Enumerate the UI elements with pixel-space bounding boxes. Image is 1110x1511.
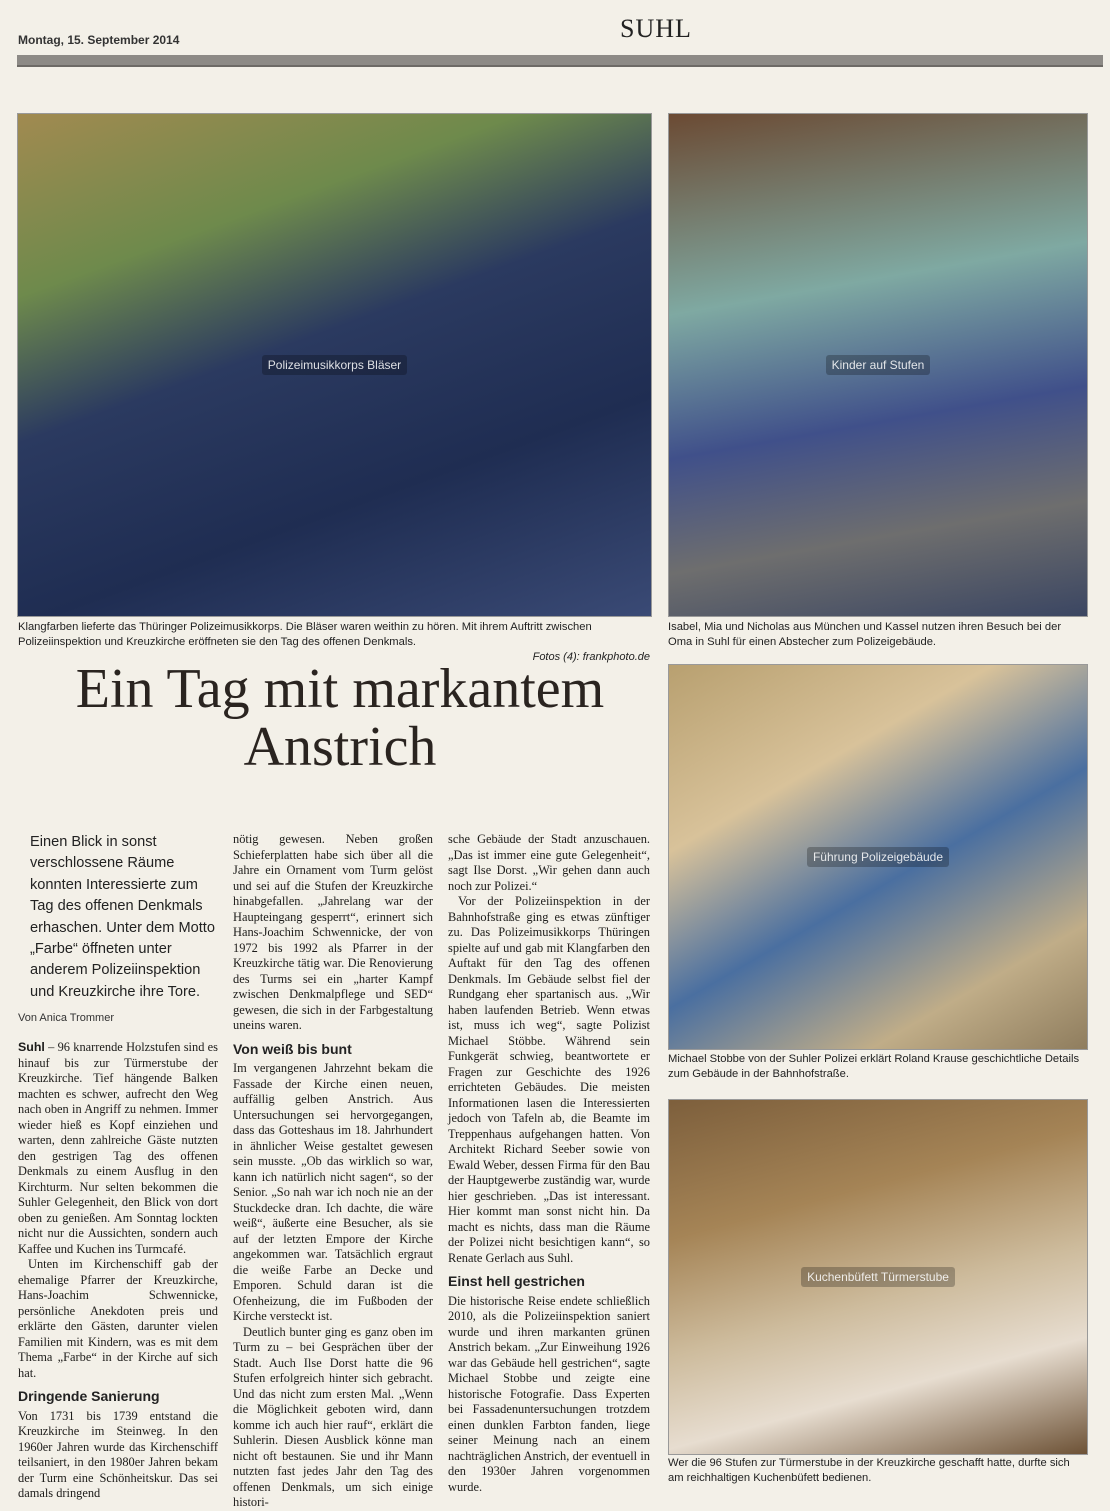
article-lead: Einen Blick in sonst verschlossene Räume konnten Interessierte zum Tag des offenen Denkmals erhaschen. Unter dem Motto „Farbe“ öffneten unter anderem Polizeiinspektion und Kreuzkirche ihre Tore. bbox=[30, 834, 215, 1000]
subheading: Von weiß bis bunt bbox=[233, 1040, 352, 1057]
article-column-3 bbox=[448, 832, 650, 1495]
section-title: SUHL bbox=[620, 14, 692, 43]
paragraph: nötig gewesen. Neben großen Schieferplatten habe sich über all die Jahre ein Ornament vom Turm gelöst und sei auf die Stufen der Kreuzkirche hinabgefallen. „Jahrelang war der Haupteingang gesperrt“, erinnert sich Hans-Joachim Schwennicke, der von 1972 bis 1992 als Pfarrer in der Kreuzkirche tätig war. Die Renovierung des Turms sei ein „harter Kampf zwischen Denkmalpflege und SED“ gewesen, die sich in der Farbgestaltung uneins waren. bbox=[233, 832, 433, 1032]
paragraph: Von 1731 bis 1739 entstand die Kreuzkirche im Steinweg. In den 1960er Jahren wurde das Kirchenschiff teilsaniert, in den 1980er Jahren bekam der Turm eine Schönheitskur. Das sei damals dringend bbox=[18, 1408, 218, 1500]
photo-police-tour bbox=[668, 664, 1088, 1050]
issue-date: Montag, 15. September 2014 bbox=[18, 33, 180, 47]
article-column-1 bbox=[18, 1040, 218, 1502]
paragraph: Vor der Polizeiinspektion in der Bahnhofstraße ging es etwas zünftiger zu. Das Polizeimusikkorps Thüringen spielte auf und gab mit Klangfarben den Auftakt für den Tag des offenen Denkmals. Im Gebäude selbst fiel der Rundgang eher spartanisch aus. „Wir haben laufenden Betrieb. Wenn etwas ist, muss ich weg“, sagte Polizist Michael Stöbbe. Während sein Funkgerät schwieg, beantwortete er Fragen zur Geschichte des 1926 errichteten Gebäudes. Die meisten Informationen lasen die Interessierten jedoch von Tafeln ab, die Beamte im Treppenhaus aufgehangen hatten. Von Architekt Richard Seeber sowie von Ewald Weber, dessen Firma für den Bau der Hauptgewerbe zuständig war, wurde hier geschrieben. „Das ist interessant. Hier kommt man sonst nicht hin. Da macht es nichts, dass man die Räume der Polizei nicht besichtigen kann“, so Renate Gerlach aus Suhl. bbox=[448, 894, 650, 1265]
photo-label: Kuchenbüfett Türmerstube bbox=[801, 1267, 955, 1287]
photo-label: Kinder auf Stufen bbox=[826, 355, 931, 375]
caption-photo2: Isabel, Mia und Nicholas aus München und Kassel nutzen ihren Besuch bei der Oma in Suhl für einen Abstecher zum Polizeigebäude. bbox=[668, 621, 1062, 648]
caption-text: Klangfarben lieferte das Thüringer Polizeimusikkorps. Die Bläser waren weithin zu hören. Mit ihrem Auftritt zwischen Polizeiinspektion und Kreuzkirche eröffneten sie den Tag des offenen Denkmals. bbox=[18, 621, 592, 648]
photo-police-band bbox=[17, 113, 652, 617]
article-column-2 bbox=[233, 832, 433, 1511]
paragraph: Die historische Reise endete schließlich 2010, als die Polizeiinspektion saniert wurde und ihren markanten grünen Anstrich bekam. „Zur Einweihung 1926 war das Gebäude hell gestrichen“, sagte Michael Stobbe und zeigte eine historische Fotografie. Dass Experten bei Fassadenuntersuchungen trotzdem einen dunklen Farbton fanden, liege seiner Meinung nach an einem nachträglichen Anstrich, der eventuell in den 1930er Jahren vorgenommen wurde. bbox=[448, 1293, 650, 1494]
caption-photo4: Wer die 96 Stufen zur Türmerstube in der Kreuzkirche geschafft hatte, durfte sich am reichhaltigen Kuchenbüfett bedienen. bbox=[668, 1457, 1070, 1484]
paragraph: Deutlich bunter ging es ganz oben im Turm zu – bei Gesprächen über der Stadt. Auch Ilse Dorst hatte die 96 Stufen erfolgreich hinter sich gebracht. Und das nicht zum ersten Mal. „Wenn die Möglichkeit geboten wird, dann komme ich auch hier rauf“, erklärt die Suhlerin. Diesen Ausblick könne man nicht oft bestaunen. Sie und ihr Mann nutzten fast jedes Jahr den Tag des offenen Denkmals, um sich einige histori- bbox=[233, 1324, 433, 1509]
paragraph: Suhl – 96 knarrende Holzstufen sind es hinauf bis zur Türmerstube der Kreuzkirche. Tief hängende Balken machten es schwer, aufrecht den Weg nach oben in Angriff zu nehmen. Immer wieder hieß es Kopf einziehen und warten, denn zahlreiche Gäste nutzten den gestrigen Tag des offenen Denkmals zu einem Ausflug in den Kirchturm. Nur selten bekommen die Suhler Gelegenheit, den Blick von dort oben zu genießen. Am Sonntag lockten nicht nur die Aussichten, sondern auch Kaffee und Kuchen ins Turmcafé. bbox=[18, 1040, 218, 1256]
subheading: Einst hell gestrichen bbox=[448, 1273, 585, 1289]
photo-children-steps bbox=[668, 113, 1088, 617]
byline: Von Anica Trommer bbox=[18, 1012, 114, 1024]
photo-label: Führung Polizeigebäude bbox=[807, 847, 949, 867]
paragraph: sche Gebäude der Stadt anzuschauen. „Das ist immer eine gute Gelegenheit“, sagt Ilse Dorst. „Wir gehen dann auch noch zur Polizei.“ bbox=[448, 832, 650, 893]
photo-cake-buffet bbox=[668, 1099, 1088, 1455]
photo-label: Polizeimusikkorps Bläser bbox=[262, 355, 407, 375]
paragraph: Unten im Kirchenschiff gab der ehemalige Pfarrer der Kreuzkirche, Hans-Joachim Schwennicke, persönliche Anekdoten preis und erklärte den Gästen, darunter vielen Familien mit Kindern, was es mit dem Thema „Farbe“ in der Kirche auf sich hat. bbox=[18, 1257, 218, 1380]
caption-photo3: Michael Stobbe von der Suhler Polizei erklärt Roland Krause geschichtliche Details zum Gebäude in der Bahnhofstraße. bbox=[668, 1053, 1080, 1080]
paragraph: Im vergangenen Jahrzehnt bekam die Fassade der Kirche einen neuen, auffällig gelben Anstrich. Aus Untersuchungen sei hervorgegangen, dass das Gotteshaus im 18. Jahrhundert in ähnlicher Weise gestaltet gewesen sein musste. „Ob das wirklich so war, kann ich natürlich nicht sagen“, so der Senior. „So nah war ich noch nie an der Stuckdecke dran. Ich dachte, die wäre weiß“, äußerte eine Besucher, als sie auf der letzten Empore der Kirche angekommen war. Tatsächlich ergraut die weiße Farbe an Decke und Emporen. Schuld daran ist die Ofenheizung, die im Fußboden der Kirche versteckt ist. bbox=[233, 1061, 433, 1323]
subheading: Dringende Sanierung bbox=[18, 1388, 160, 1404]
header-rule bbox=[17, 55, 1103, 67]
photo-credit: Fotos (4): frankphoto.de bbox=[532, 651, 650, 663]
dateline: Suhl bbox=[18, 1040, 45, 1054]
article-headline: Ein Tag mit markantem Anstrich bbox=[75, 658, 605, 778]
